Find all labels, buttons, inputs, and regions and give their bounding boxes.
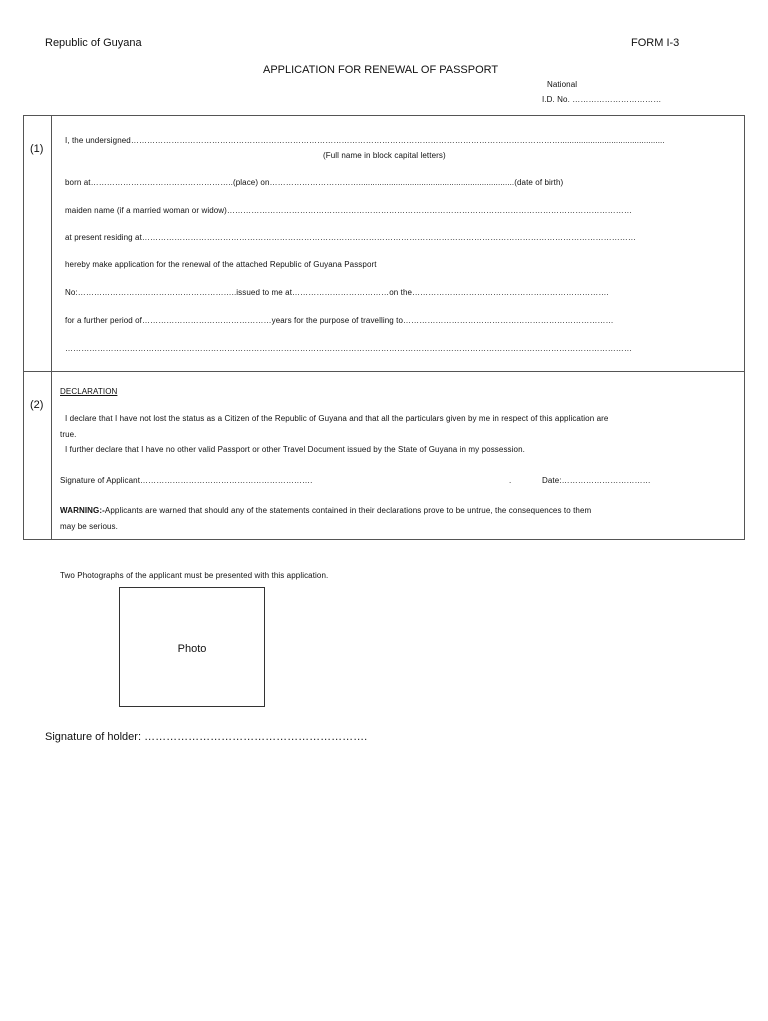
section-1-number: (1) (30, 143, 44, 155)
warning-text (60, 506, 591, 515)
applicant-signature-field[interactable]: Signature of Applicant………………………………………………………. (60, 476, 313, 485)
declaration-1-cont: true. (60, 430, 77, 439)
warning-body: Applicants are warned that should any of the statements contained in their declarations prove to be untrue, the consequences to them (104, 506, 592, 515)
declaration-2: I further declare that I have no other valid Passport or other Travel Document issued by the State of Guyana in my possession. (65, 445, 525, 454)
separator-dot: . (509, 476, 512, 485)
date-field[interactable]: Date:…………………………… (542, 476, 651, 485)
warning-label: WARNING:- (60, 506, 105, 515)
declaration-heading: DECLARATION (60, 387, 118, 396)
photos-note: Two Photographs of the applicant must be presented with this application. (60, 571, 329, 580)
section-2-number: (2) (30, 399, 44, 411)
full-name-field[interactable]: I, the undersigned……………………………………………………………………………………………………………………………………………............................................. (65, 136, 665, 145)
section-divider (23, 371, 745, 372)
birth-field[interactable]: born at……………………………………………..(place) on……………………………...................................................................(date of birth) (65, 178, 564, 187)
id-number-field[interactable]: I.D. No. …………………………… (542, 95, 662, 104)
holder-signature-field[interactable]: Signature of holder: ……………………………………………………. (45, 731, 368, 743)
full-name-note: (Full name in block capital letters) (323, 151, 446, 160)
warning-text-cont: may be serious. (60, 522, 118, 531)
section-number-divider (51, 115, 52, 540)
maiden-name-field[interactable]: maiden name (if a married woman or widow)…………………………………………………………………………………………………………………………………… (65, 206, 632, 215)
form-code: FORM I-3 (631, 37, 680, 49)
passport-number-field[interactable]: No:…………………………………………………..issued to me at………………………………on the………………………………………………………………. (65, 288, 609, 297)
period-purpose-field[interactable]: for a further period of…………………………………………years for the purpose of travelling to…………………………………………………………………… (65, 316, 614, 325)
extra-line-field[interactable]: ………………………………………………………………………………………………………………………………………………………………………………………… (65, 344, 632, 353)
declaration-1: I declare that I have not lost the status as a Citizen of the Republic of Guyana and that all the particulars given by me in respect of this application are (65, 414, 609, 423)
renewal-statement: hereby make application for the renewal of the attached Republic of Guyana Passport (65, 260, 377, 269)
country-name: Republic of Guyana (45, 37, 142, 49)
residence-field[interactable]: at present residing at………………………………………………………………………………………………………………………………………………………………… (65, 233, 637, 242)
photo-label: Photo (177, 643, 207, 655)
national-label: National (547, 80, 578, 89)
photo-box[interactable] (119, 587, 265, 707)
form-title: APPLICATION FOR RENEWAL OF PASSPORT (263, 64, 499, 76)
